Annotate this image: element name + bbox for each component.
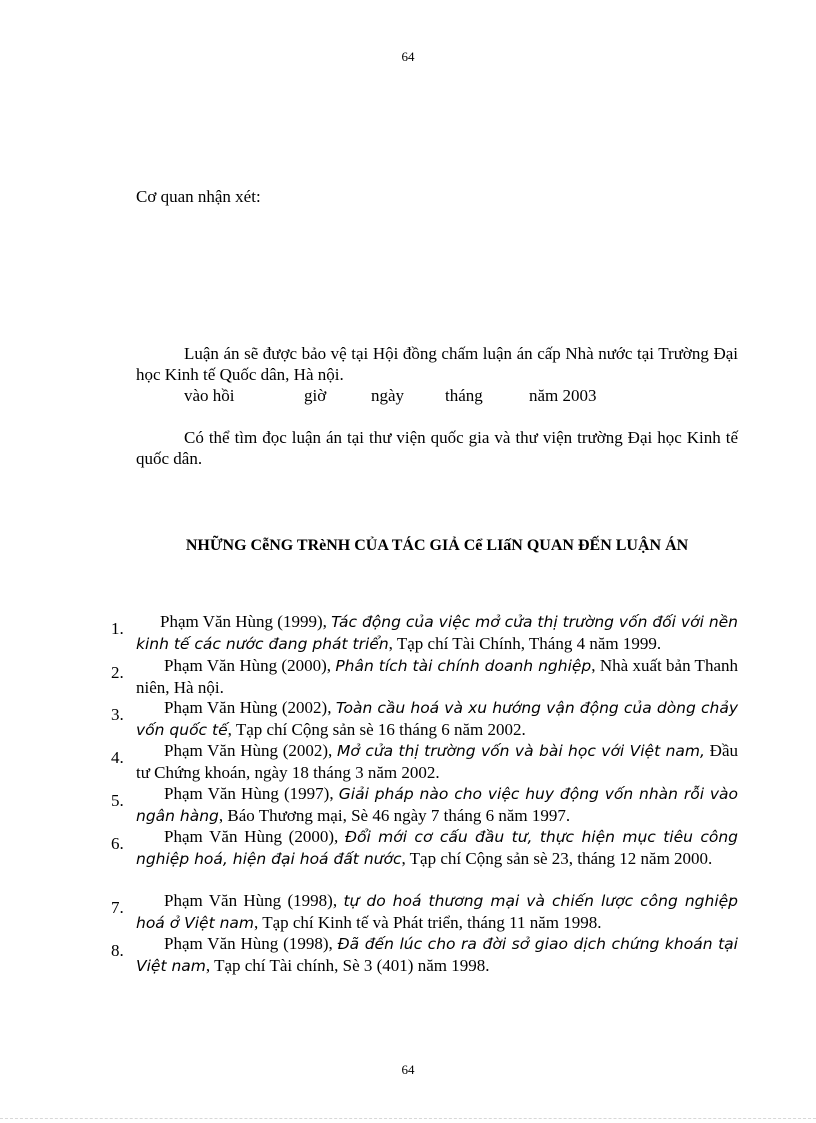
publication-text [136,655,738,698]
publication-author-year: Phạm Văn Hùng (2000), [164,656,336,675]
publication-title: Đổi mới cơ cấu đầu tư, thực hiện mục tiêu công nghiệp hoá, hiện đại hoá đất nước [136,828,738,868]
publication-source: , Tạp chí Tài Chính, Tháng 4 năm 1999. [388,634,662,653]
publication-item [108,890,738,934]
reviewer-label: Cơ quan nhận xét: [136,187,261,206]
publication-text [136,611,738,655]
publication-item [108,655,738,698]
publication-title: tự do hoá thương mại và chiến lược công nghiệp hoá ở Việt nam [136,892,738,932]
date-day-label: ngày [371,386,405,405]
publication-number: 8. [111,941,124,960]
publication-author-year: Phạm Văn Hùng (1998), [164,934,338,953]
library-paragraph: Có thể tìm đọc luận án tại thư viện quốc gia và thư viện trường Đại học Kinh tế quốc dân. [136,428,738,468]
publication-number: 4. [111,748,124,767]
publication-number: 5. [111,791,124,810]
publication-source: , Tạp chí Cộng sản sè 23, tháng 12 năm 2000. [401,849,713,868]
publication-title: Phân tích tài chính doanh nghiệp [335,657,592,675]
publication-number: 6. [111,834,124,853]
publication-number: 1. [111,619,124,638]
publication-author-year: Phạm Văn Hùng (1999), [160,612,332,631]
publications-heading: NHỮNG CễNG TRèNH CỦA TÁC GIẢ Cể LIấN QUAN ĐẾN LUẬN ÁN [185,537,689,554]
publication-source: , Nhà xuất bản Thanh niên, Hà nội. [136,656,738,697]
publication-author-year: Phạm Văn Hùng (2002), [164,741,338,760]
date-month-label: tháng [445,386,483,405]
publication-item [108,933,738,977]
publication-number: 3. [111,705,124,724]
date-year-label: năm 2003 [529,386,597,405]
page-number-bottom: 64 [401,1062,415,1077]
publication-author-year: Phạm Văn Hùng (1997), [164,784,339,803]
publication-author-year: Phạm Văn Hùng (2000), [164,827,345,846]
publication-text [136,783,738,827]
publication-item [108,611,738,655]
page-bottom-divider [0,1118,816,1119]
date-at-label: vào hồi [184,386,235,405]
publication-number: 7. [111,898,124,917]
publication-item [108,697,738,741]
publication-title: Tác động của việc mở cửa thị trường vốn đối với nền kinh tế các nước đang phát triển [136,613,738,653]
publication-source: , Tạp chí Tài chính, Sè 3 (401) năm 1998. [205,956,490,975]
publication-text [136,697,738,741]
publication-text [136,933,738,977]
publication-source: , Báo Thương mại, Sè 46 ngày 7 tháng 6 năm 1997. [218,806,571,825]
publication-author-year: Phạm Văn Hùng (1998), [164,891,344,910]
publication-title: Giải pháp nào cho việc huy động vốn nhàn rỗi vào ngân hàng [136,785,739,825]
publication-source: , Tạp chí Cộng sản sè 16 tháng 6 năm 2002. [227,720,526,739]
defense-date-line [184,385,597,406]
publication-source: , Tạp chí Kinh tế và Phát triển, tháng 11 năm 1998. [254,913,602,932]
publication-text [136,740,738,783]
publication-text [136,826,738,870]
page-number-top: 64 [401,49,415,64]
publication-item [108,740,738,783]
publication-title: Đã đến lúc cho ra đời sở giao dịch chứng khoán tại Việt nam [136,935,738,975]
publication-text [136,890,738,934]
publication-author-year: Phạm Văn Hùng (2002), [164,698,336,717]
defense-paragraph: Luận án sẽ được bảo vệ tại Hội đồng chấm luận án cấp Nhà nước tại Trường Đại học Kinh tế Quốc dân, Hà nội. [136,344,738,384]
publication-title: Mở cửa thị trường vốn và bài học với Việt nam, [337,742,705,760]
publication-item [108,783,738,827]
date-hour-label: giờ [304,386,327,405]
publication-title: Toàn cầu hoá và xu hướng vận động của dòng chảy vốn quốc tế [136,699,738,739]
publication-item [108,826,738,870]
publication-number: 2. [111,663,124,682]
publication-source: Đầu tư Chứng khoán, ngày 18 tháng 3 năm 2002. [136,741,738,782]
